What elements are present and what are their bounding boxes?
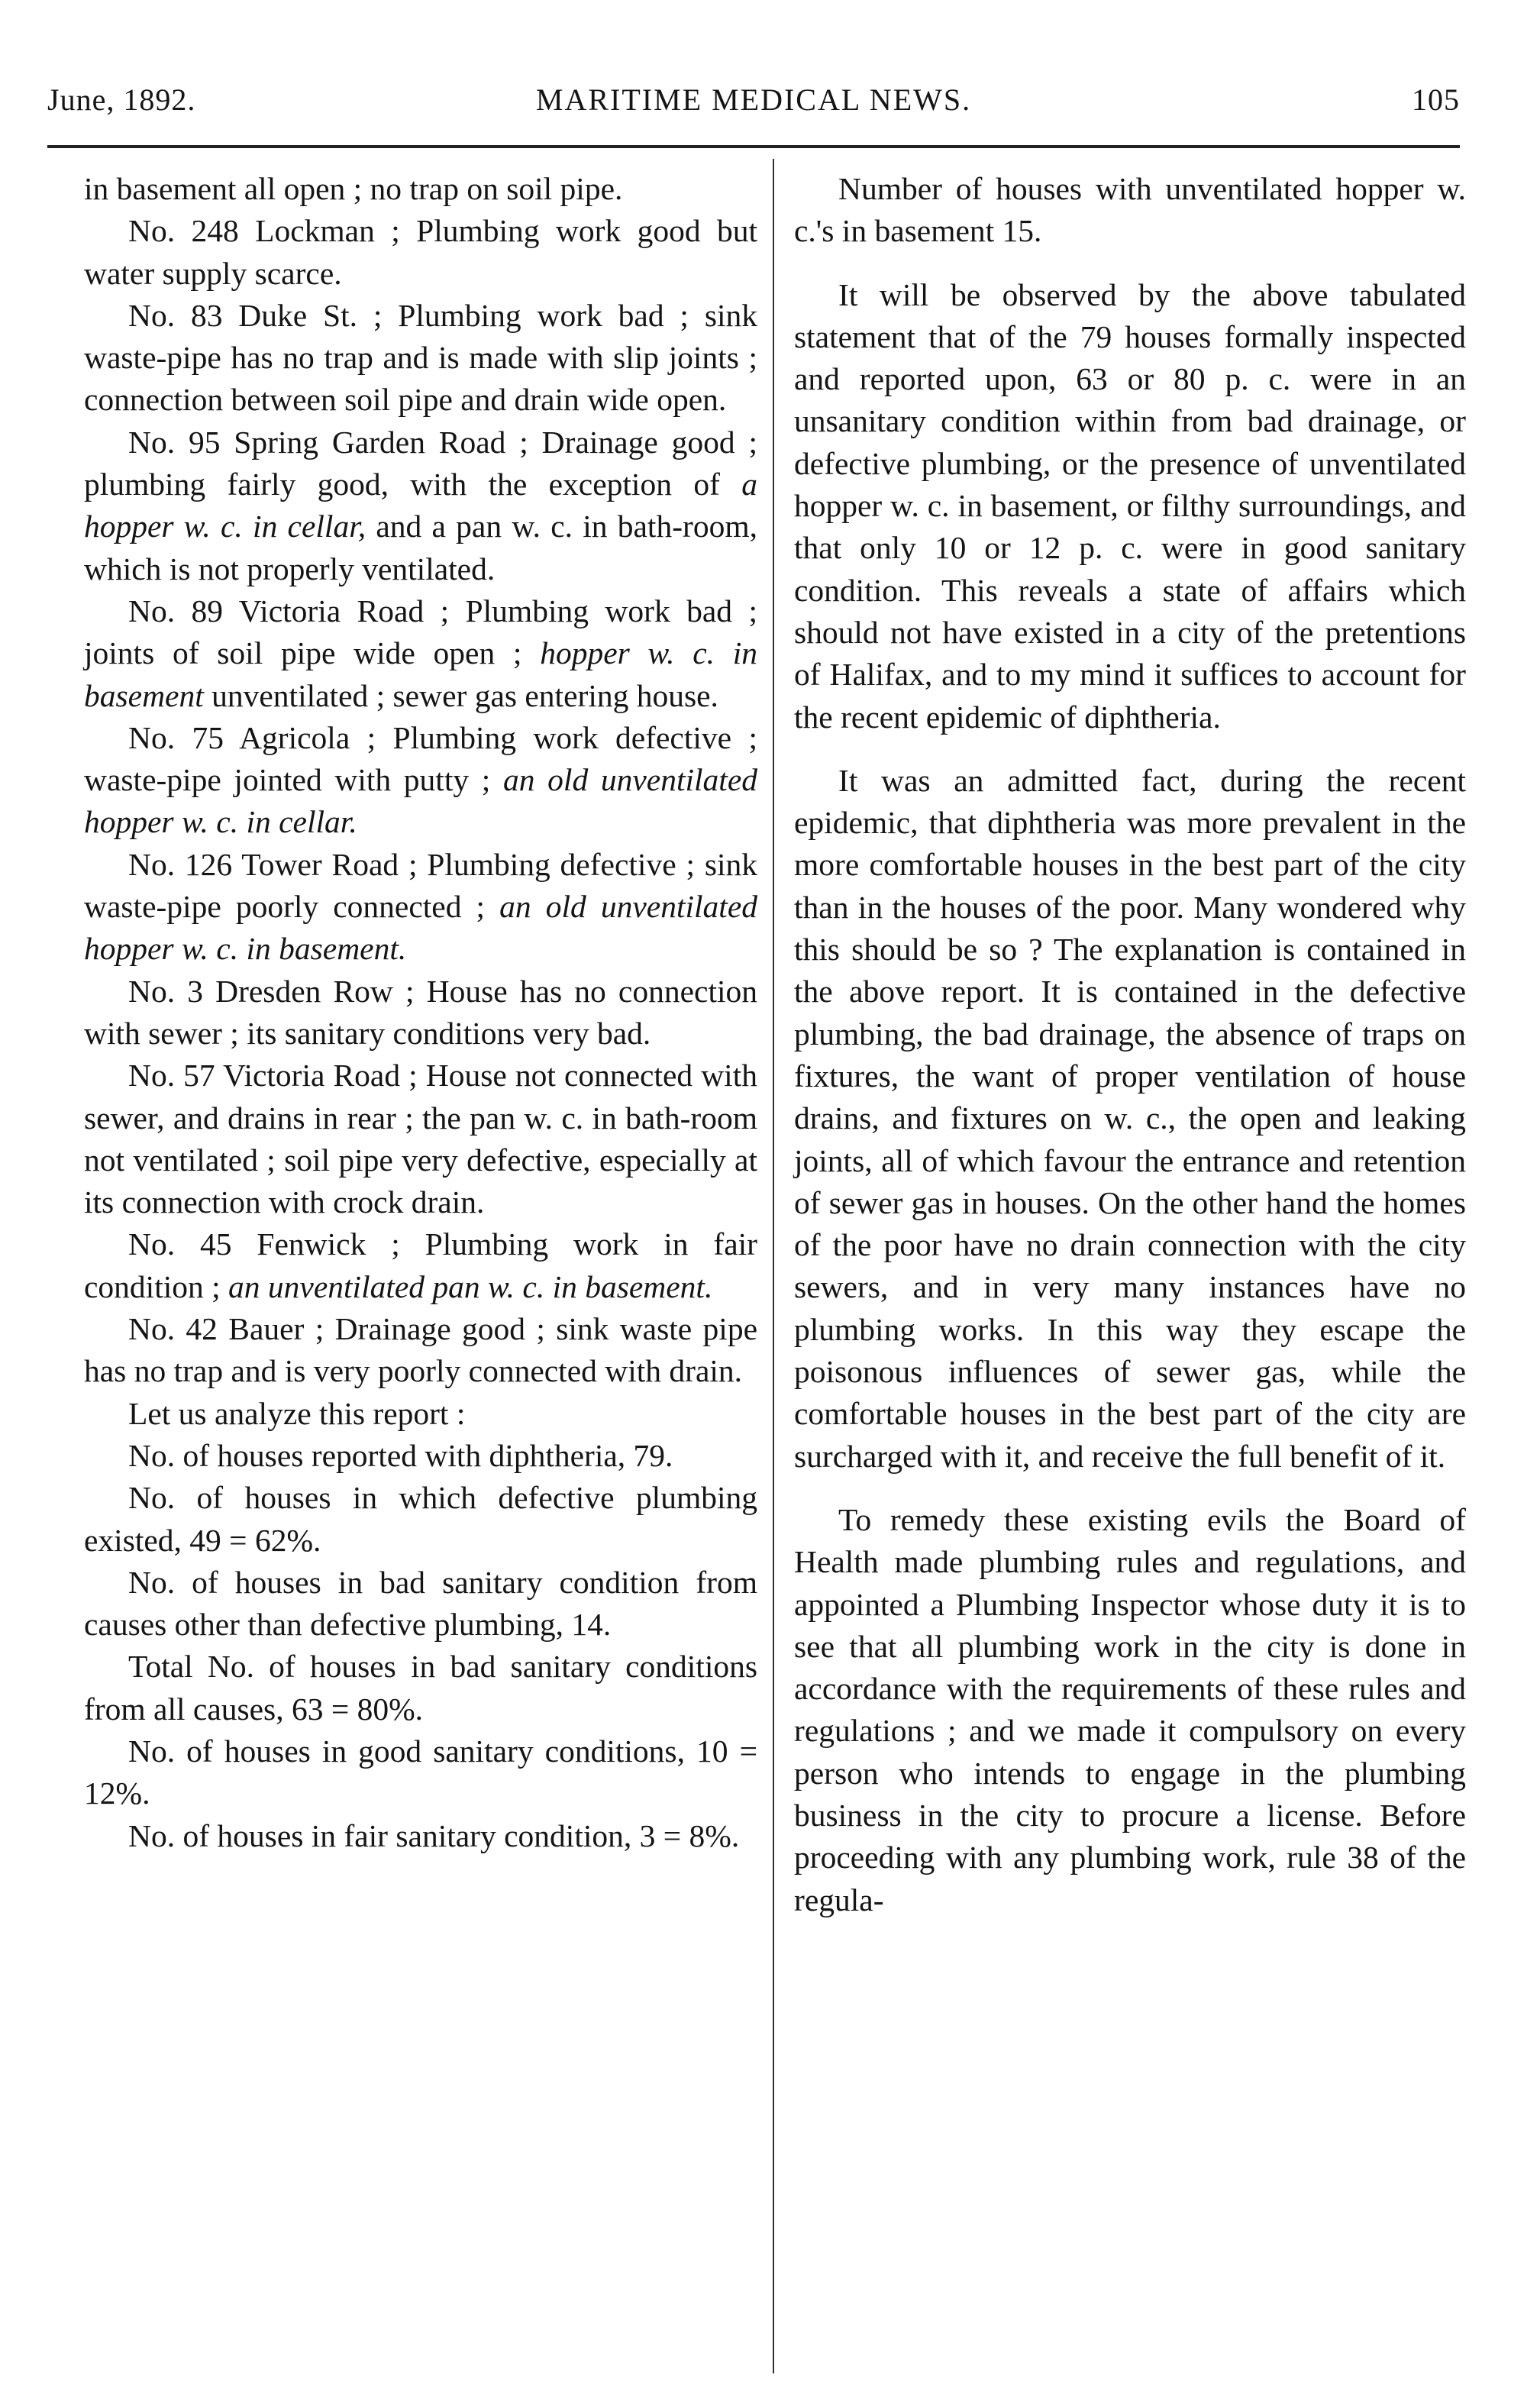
report-entry: No. 42 Bauer ; Drainage good ; sink waste pipe has no trap and is very poorly connected with drain. [84,1311,757,1389]
report-entry [84,422,757,590]
analysis-line: Total No. of houses in bad sanitary conditions from all causes, 63 = 80%. [84,1649,757,1727]
analysis-line: Number of houses with unventilated hopper w. c.'s in basement 15. [794,171,1466,249]
entry-emphasis: an old unventilated hopper w. c. in basement. [84,889,757,967]
analysis-intro: Let us analyze this report : [128,1395,466,1431]
paragraph: in basement all open ; no trap on soil pipe. [84,171,623,206]
left-column [84,168,757,2383]
report-entry: No. 3 Dresden Row ; House has no connection with sewer ; its sanitary conditions very bad. [84,973,757,1051]
analysis-line: No. of houses reported with diphtheria, 79. [128,1437,673,1473]
report-entry: No. 248 Lockman ; Plumbing work good but water supply scarce. [84,213,757,291]
running-head [47,73,1460,127]
report-entry [84,1223,757,1308]
right-column [794,168,1466,2383]
report-entry [84,590,757,717]
entry-text: No. 126 Tower Road ; Plumbing defective ; sink waste-pipe poorly connected ; [84,846,757,925]
analysis-line: No. of houses in which defective plumbing existed, 49 = 62%. [84,1480,757,1558]
report-entry: No. 83 Duke St. ; Plumbing work bad ; sink waste-pipe has no trap and is made with slip joints ; connection between soil pipe and drain wide open. [84,297,757,418]
entry-text: unventilated ; sewer gas entering house. [203,677,718,713]
report-entry: No. 57 Victoria Road ; House not connected with sewer, and drains in rear ; the pan w. c. in bath-room not ventilated ; soil pipe very defective, especially at its connection with crock drain. [84,1058,757,1220]
paragraph: It was an admitted fact, during the recent epidemic, that diphtheria was more prevalent in the more comfortable houses in the best part of the city than in the houses of the poor. Many wondered why this should be so ? The explanation is contained in the above report. It is contained in the defective plumbing, the bad drainage, the absence of traps on fixtures, the want of proper ventilation of house drains, and fixtures on w. c., the open and leaking joints, all of which favour the entrance and retention of sewer gas in houses. On the other hand the homes of the poor have no drain connection with the city sewers, and in very many instances have no plumbing works. In this way they escape the poisonous influences of sewer gas, while the comfortable houses in the best part of the city are surcharged with it, and receive the full benefit of it. [794,762,1466,1474]
entry-text: No. 89 Victoria Road ; Plumbing work bad ; joints of soil pipe wide open ; [84,593,757,671]
analysis-line: No. of houses in bad sanitary condition from causes other than defective plumbing, 14. [84,1564,757,1643]
entry-text: No. 75 Agricola ; Plumbing work defective ; waste-pipe jointed with putty ; [84,719,757,798]
entry-emphasis: a hopper w. c. in cellar, [84,467,757,544]
entry-text: No. 95 Spring Garden Road ; Drainage good ; plumbing fairly good, with the exception of [84,424,757,502]
column-divider [773,159,774,2373]
header-rule [47,145,1460,148]
report-entry [84,717,757,844]
analysis-line: No. of houses in good sanitary conditions, 10 = 12%. [84,1733,757,1811]
paragraph: It will be observed by the above tabulated statement that of the 79 houses formally inspected and reported upon, 63 or 80 p. c. were in an unsanitary condition within from bad drainage, or defective plumbing, or the presence of unventilated hopper w. c. in basement, or filthy surroundings, and that only 10 or 12 p. c. were in good sanitary condition. This reveals a state of affairs which should not have existed in a city of the pretentions of Halifax, and to my mind it suffices to account for the recent epidemic of diphtheria. [794,276,1466,735]
page-number: 105 [1412,82,1460,117]
entry-emphasis: an unventilated pan w. c. in basement. [228,1268,713,1304]
paragraph: To remedy these existing evils the Board of Health made plumbing rules and regulations, and appointed a Plumbing Inspector whose duty it is to see that all plumbing work in the city is done in accordance with the requirements of these rules and regulations ; and we made it compulsory on every person who intends to engage in the plumbing business in the city to procure a license. Before proceeding with any plumbing work, rule 38 of the regula- [794,1501,1466,1918]
entry-emphasis: hopper w. c. in basement [84,635,757,713]
entry-text: and a pan w. c. in bath-room, which is not properly ventilated. [84,509,757,586]
entry-text: No. 45 Fenwick ; Plumbing work in fair condition ; [84,1226,757,1304]
report-entry [84,844,757,971]
issue-date: June, 1892. [47,82,196,117]
entry-emphasis: an old unventilated hopper w. c. in cellar. [84,762,757,840]
analysis-line: No. of houses in fair sanitary condition, 3 = 8%. [128,1817,740,1853]
journal-title: MARITIME MEDICAL NEWS. [535,82,972,117]
